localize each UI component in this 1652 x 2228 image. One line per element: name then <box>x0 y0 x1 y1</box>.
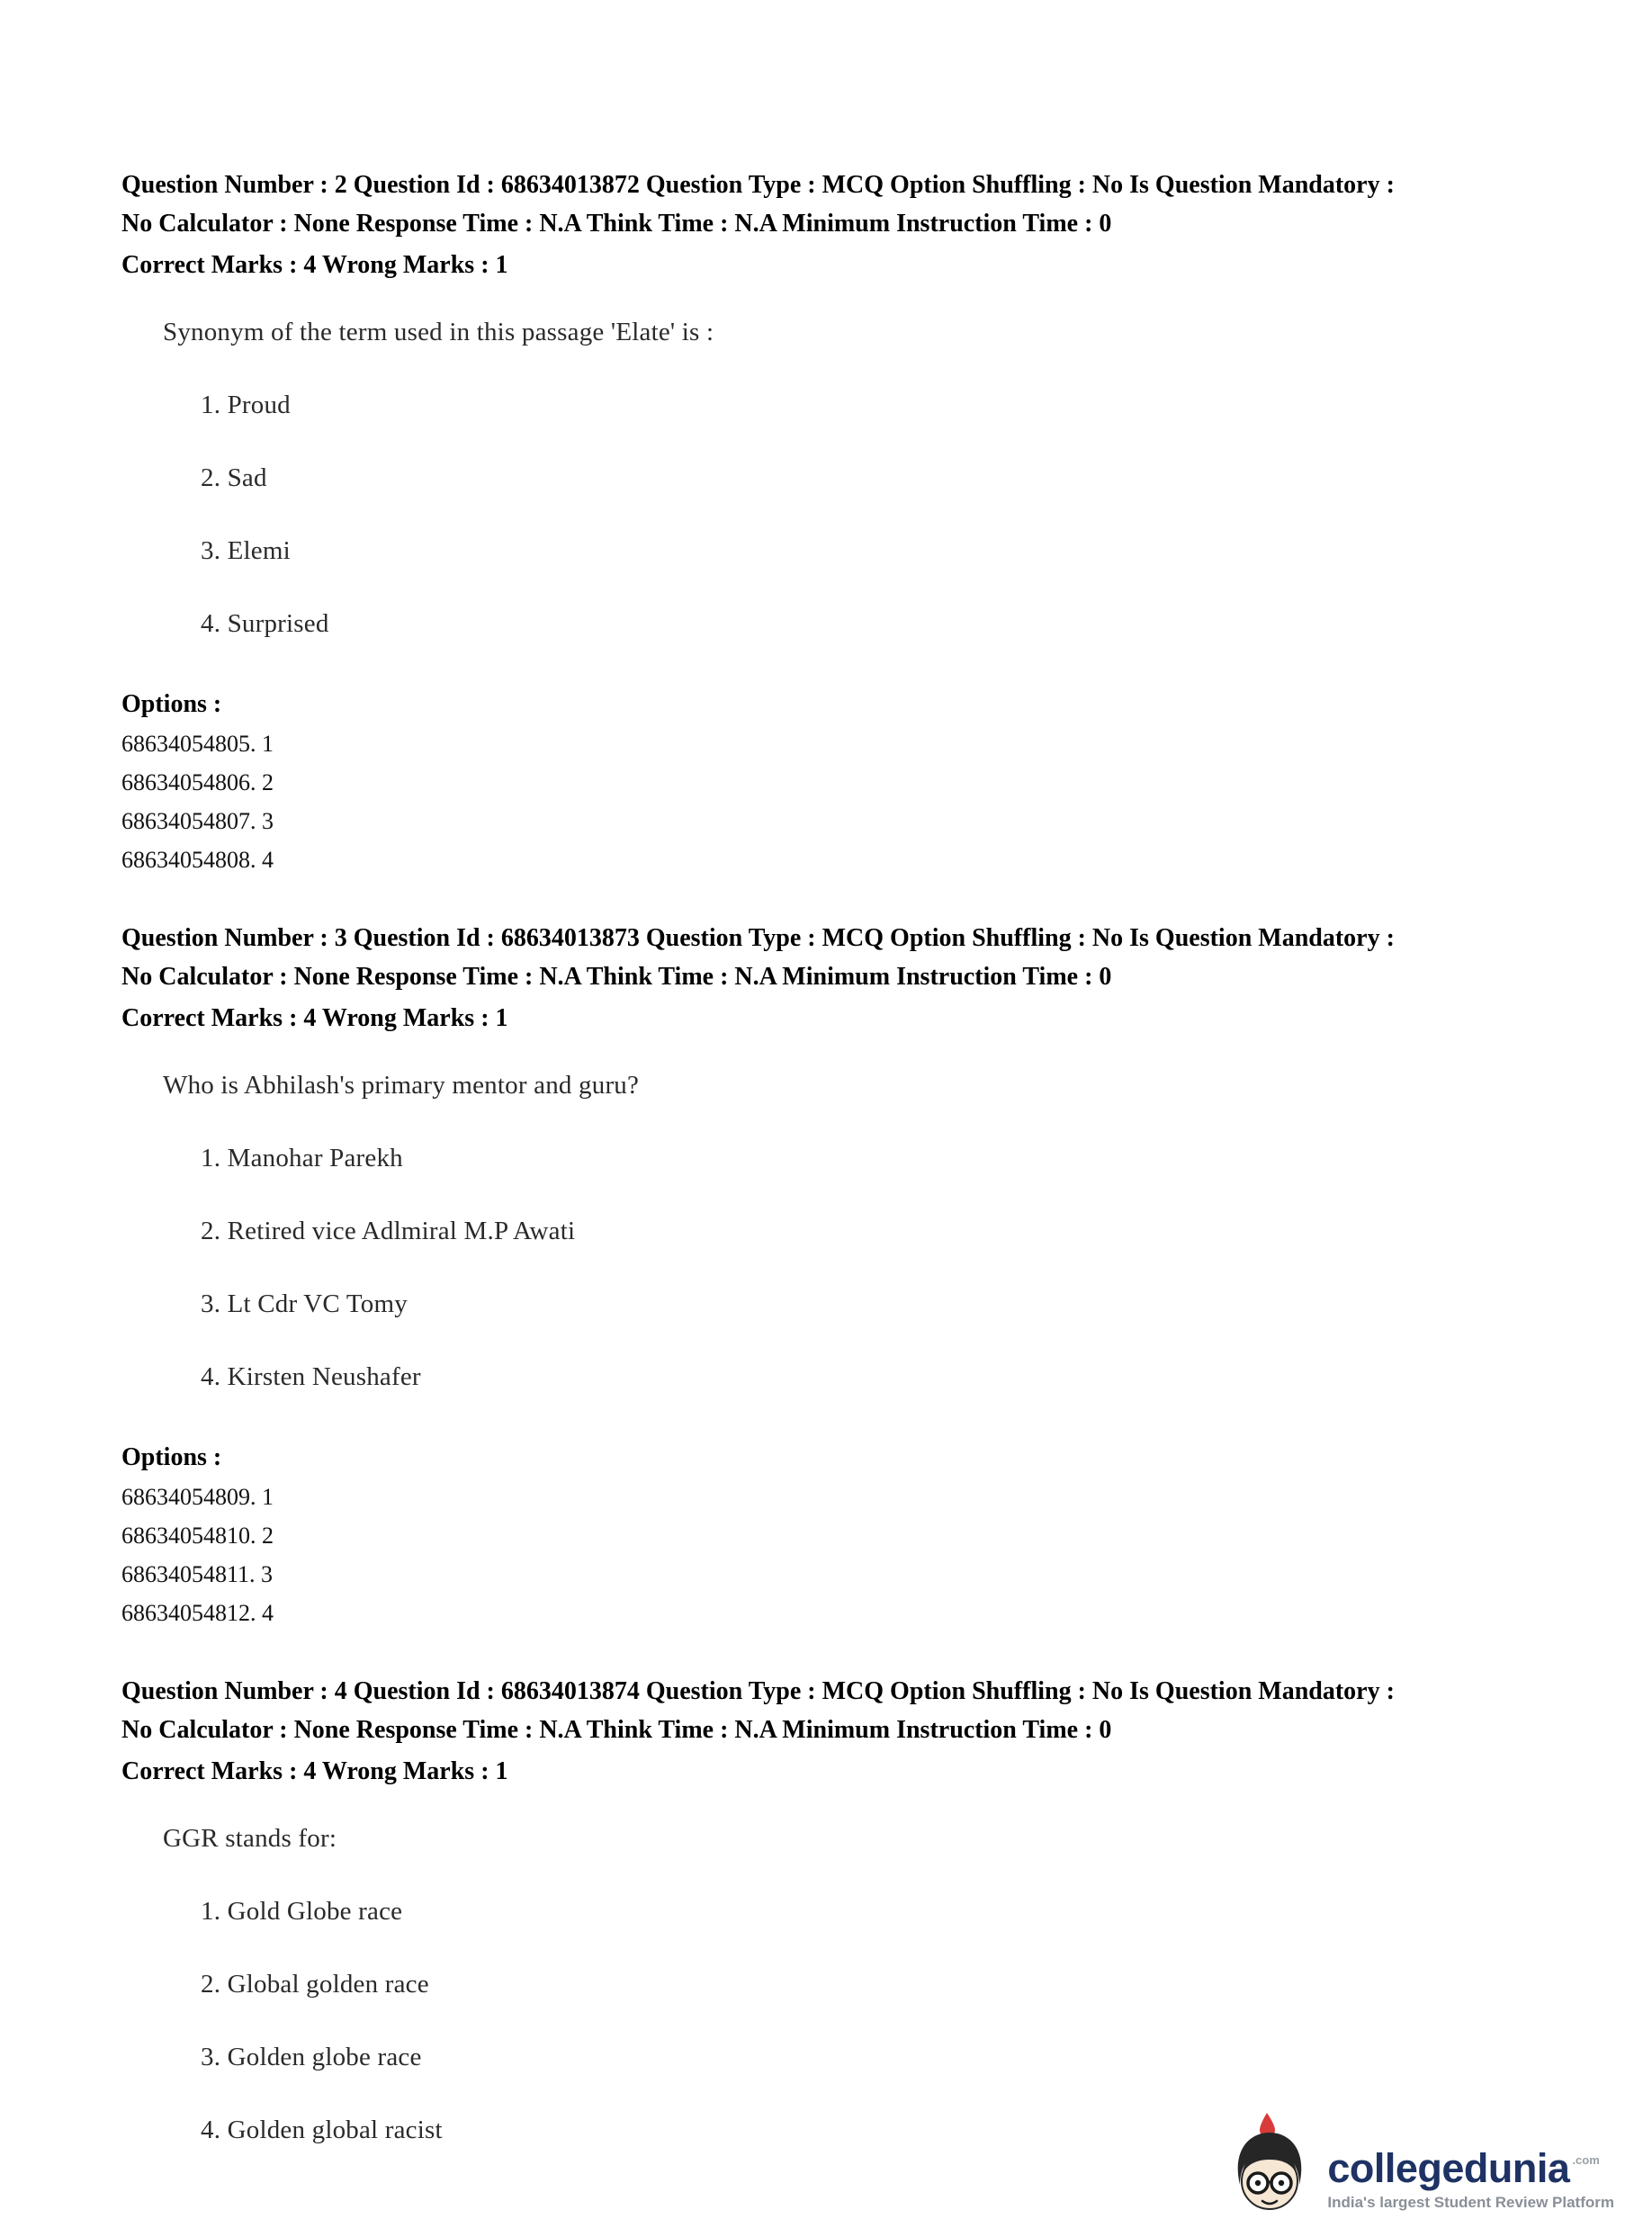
option-id-row: 68634054812. 4 <box>121 1600 274 1626</box>
brand-block <box>1327 2145 1614 2221</box>
brand-text: collegedunia <box>1327 2145 1570 2191</box>
option-id-row: 68634054808. 4 <box>121 847 274 873</box>
question-text: Synonym of the term used in this passage 'Elate' is : <box>163 318 714 346</box>
choice-item: 2. Sad <box>201 463 267 492</box>
option-id-row: 68634054810. 2 <box>121 1523 274 1549</box>
question-meta-line: Question Number : 3 Question Id : 68634013873 Question Type : MCQ Option Shuffling : No Is Question Mandatory : <box>121 924 1395 952</box>
question-meta-line: Question Number : 4 Question Id : 68634013874 Question Type : MCQ Option Shuffling : No Is Question Mandatory : <box>121 1677 1395 1705</box>
choice-item: 4. Golden global racist <box>201 2116 443 2144</box>
question-meta-line: No Calculator : None Response Time : N.A Think Time : N.A Minimum Instruction Time : 0 <box>121 1716 1112 1744</box>
choice-item: 1. Gold Globe race <box>201 1897 403 1926</box>
collegedunia-logo <box>1225 2113 1614 2221</box>
brand-tagline: India's largest Student Review Platform <box>1327 2194 1614 2211</box>
question-block-4 <box>121 1672 1607 2146</box>
choice-item: 4. Kirsten Neushafer <box>201 1362 421 1391</box>
question-marks: Correct Marks : 4 Wrong Marks : 1 <box>121 1004 508 1032</box>
choice-item: 3. Lt Cdr VC Tomy <box>201 1289 408 1318</box>
question-block-3 <box>121 919 1607 1632</box>
question-text: GGR stands for: <box>163 1824 337 1853</box>
choice-item: 2. Global golden race <box>201 1970 429 1999</box>
option-id-row: 68634054807. 3 <box>121 808 274 834</box>
option-id-row: 68634054806. 2 <box>121 769 274 795</box>
option-id-row: 68634054805. 1 <box>121 731 274 757</box>
question-meta-line: Question Number : 2 Question Id : 68634013872 Question Type : MCQ Option Shuffling : No Is Question Mandatory : <box>121 171 1395 199</box>
question-meta <box>121 919 1607 996</box>
question-meta <box>121 1672 1607 1749</box>
question-meta <box>121 166 1607 243</box>
question-block-2 <box>121 166 1607 879</box>
choice-item: 2. Retired vice Adlmiral M.P Awati <box>201 1217 576 1245</box>
brand-suffix: .com <box>1572 2153 1600 2167</box>
options-heading: Options : <box>121 1443 222 1471</box>
option-id-row: 68634054811. 3 <box>121 1561 274 1587</box>
question-text: Who is Abhilash's primary mentor and guru? <box>163 1071 640 1100</box>
choice-item: 3. Elemi <box>201 536 291 565</box>
question-meta-line: No Calculator : None Response Time : N.A Think Time : N.A Minimum Instruction Time : 0 <box>121 963 1112 991</box>
mascot-icon <box>1225 2113 1315 2221</box>
choice-item: 1. Manohar Parekh <box>201 1144 403 1172</box>
choice-item: 1. Proud <box>201 391 291 419</box>
option-id-row: 68634054809. 1 <box>121 1484 274 1510</box>
choice-item: 4. Surprised <box>201 609 329 638</box>
question-meta-line: No Calculator : None Response Time : N.A Think Time : N.A Minimum Instruction Time : 0 <box>121 210 1112 238</box>
question-marks: Correct Marks : 4 Wrong Marks : 1 <box>121 1757 508 1785</box>
question-marks: Correct Marks : 4 Wrong Marks : 1 <box>121 251 508 279</box>
options-heading: Options : <box>121 690 222 718</box>
choice-item: 3. Golden globe race <box>201 2043 422 2071</box>
